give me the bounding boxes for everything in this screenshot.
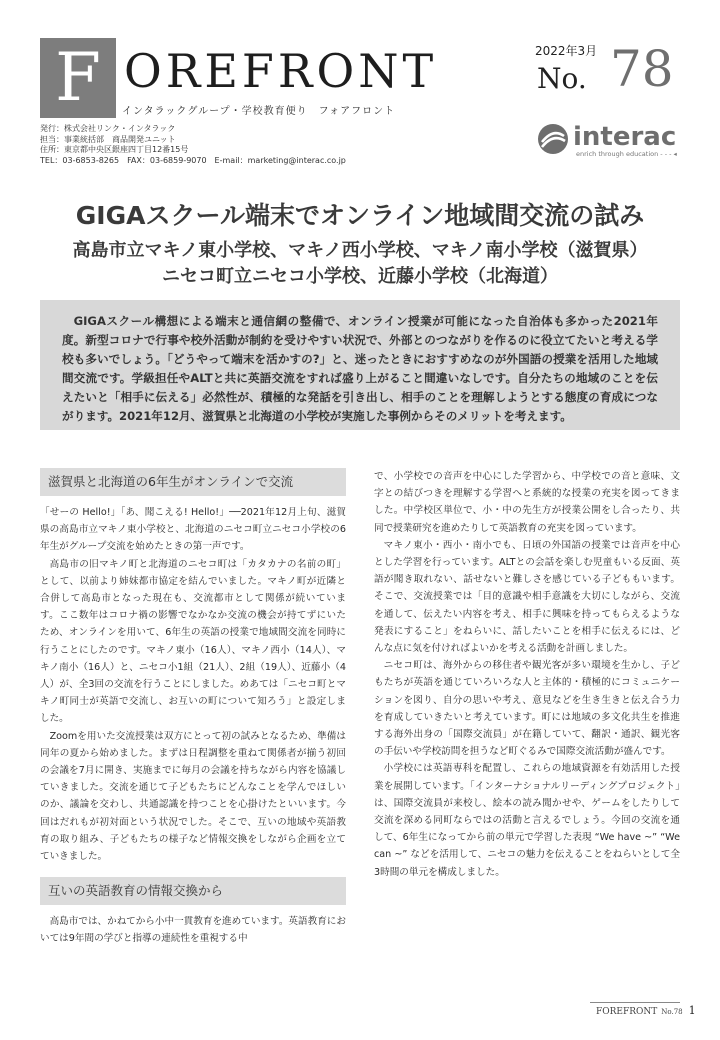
footer-title: FOREFRONT xyxy=(596,1007,658,1017)
masthead-tagline: インタラックグループ・学校教育便り フォアフロント xyxy=(122,106,396,117)
brand-slogan: enrich through education - - - ◂ xyxy=(576,150,677,158)
body-paragraph: 高島市の旧マキノ町と北海道のニセコ町は「カタカナの名前の町」として、以前より姉妹都市協定を結んでいました。マキノ町が近隣と合併して高島市となった現在も、交流都市として関係が続いています。ここ数年はコロナ禍の影響でなかなか交流の機会が持てずにいたため、オンラインを用いて、6年生の英語の授業で地域間交流を同時に行うことにしたのです。マキノ東小（16人）、マキノ西小（14人）、マキノ南小（16人）と、ニセコ小1組（21人）、2組（19人）、近藤小（4人）が、全3回の交流を行うことにしました。めあては「ニセコ町とマキノ町同士が英語で交流し、お互いの町について知ろう」と設定しました。 xyxy=(40,558,346,725)
body-paragraph: 小学校には英語専科を配置し、これらの地域資源を有効活用した授業を展開しています。「インターナショナルリーディングプロジェクト」は、国際交流員が来校し、絵本の読み聞かせや、ゲームをしたりして交流を深める同町ならではの活動と言えるでしょう。今回の交流を通して、6年生になってから前の単元で学習した表現 “We have ~” “We can ~” などを活用して、ニセコの魅力を伝えることをねらいとして全3時間の単元を構成しました。 xyxy=(374,763,680,878)
masthead-title: OREFRONT xyxy=(124,44,438,98)
body-paragraph: 「せーの Hello!」「あ、聞こえる! Hello!」──2021年12月上旬、滋賀県の高島市立マキノ東小学校と、北海道のニセコ町立ニセコ小学校の6年生がグループ交流を始めたときの第一声です。 xyxy=(40,507,346,553)
publisher-line: 担当：事業統括部 商品開発ユニット xyxy=(40,134,176,144)
lead-paragraph: GIGAスクール構想による端末と通信網の整備で、オンライン授業が可能になった自治体も多かった2021年度。新型コロナで行事や校外活動が制約を受けやすい状況で、外部とのつながりを作るのに役立てたいと考える学校も多いでしょう。「どうやって端末を活かすの?」と、迷ったときにおすすめなのが外国語の授業を活用した地域間交流です。学級担任やALTと共に英語交流をすれば盛り上がること間違いなしです。自分たちの地域のことを伝えたいと「相手に伝える」必然性が、積極的な発話を引き出し、相手のことを理解しようとする態度の育成につながります。2021年12月、滋賀県と北海道の小学校が実施した事例からそのメリットを考えます。 xyxy=(62,314,658,423)
body-paragraph: マキノ東小・西小・南小でも、日頃の外国語の授業では音声を中心とした学習を行っています。ALTとの会話を楽しむ児童もいる反面、英語が聞き取れない、話せないと難しさを感じている子どももいます。そこで、交流授業では「目的意識や相手意識を大切にしながら、交流を通して、伝えたい内容を考え、相手に興味を持ってもらえるような発表にすること」をねらいに、話したいことを相手に伝えるには、どんな点に気を付ければよいかを考える活動を計画しました。 xyxy=(374,539,680,655)
publisher-info xyxy=(40,124,346,166)
article-title: GIGAスクール端末でオンライン地域間交流の試み xyxy=(75,201,645,230)
body-paragraph: Zoomを用いた交流授業は双方にとって初の試みとなるため、準備は同年の夏から始めました。まずは日程調整を重ねて関係者が揃う初回の会議を7月に開き、実施までに毎月の会議を持ちながら内容を協議していきました。交流を通じて子どもたちにどんなことを学んでほしいのか、議論を交わし、共通認識を持つことを心掛けたといいます。今回はだれもが初対面という状況でした。そこで、互いの地域や英語教育の取り組み、子どもたちの様子など情報交換をしながら企画を立てていきました。 xyxy=(40,730,346,863)
publisher-contact: TEL：03-6853-8265 FAX：03-6859-9070 E-mail：marketing@interac.co.jp xyxy=(40,155,346,165)
article-subtitle: 高島市立マキノ東小学校、マキノ西小学校、マキノ南小学校（滋賀県） xyxy=(72,240,648,261)
issue-number-label: No. xyxy=(537,62,587,95)
interac-logo xyxy=(536,122,681,160)
body-paragraph: 高島市では、かねてから小中一貫教育を進めています。英語教育においては9年間の学びと指導の連続性を重視する中 xyxy=(40,916,346,945)
issue-number: 78 xyxy=(610,40,674,98)
interac-swirl-icon xyxy=(536,122,570,156)
body-paragraph: で、小学校での音声を中心にした学習から、中学校での音と意味、文字との結びつきを理解する学習へと系統的な授業の充実を図ってきました。中学校区単位で、小・中の先生方が授業公開をし合ったり、共同で授業研究を進めたりして英語教育の充実を図っています。 xyxy=(374,471,680,534)
lead-box xyxy=(40,300,680,430)
brand-name: interac xyxy=(573,122,677,152)
logo-initial-block: F xyxy=(40,38,116,118)
section-heading: 滋賀県と北海道の6年生がオンラインで交流 xyxy=(40,468,346,496)
publisher-line: 住所：東京都中央区銀座四丁目12番15号 xyxy=(40,145,189,154)
left-column xyxy=(40,468,346,948)
section-heading: 互いの英語教育の情報交換から xyxy=(40,877,346,905)
page-footer xyxy=(596,1004,696,1017)
publisher-line: 発行：株式会社リンク・インタラック xyxy=(40,124,176,133)
body-paragraph: ニセコ町は、海外からの移住者や観光客が多い環境を生かし、子どもたちが英語を通じていろいろな人と主体的・積極的にコミュニケーションを図り、自分の思いや考え、意見などを生き生きと伝え合う力を育成していきたいと考えています。町には地域の多文化共生を推進する海外出身の「国際交流員」が在籍していて、翻訳・通訳、観光客の手伝いや学校訪問を担うなど町ぐるみで国際交流活動が盛んです。 xyxy=(374,660,680,758)
article-subtitle: ニセコ町立ニセコ小学校、近藤小学校（北海道） xyxy=(162,266,558,287)
right-column xyxy=(374,468,680,881)
footer-rule xyxy=(590,1002,680,1003)
page-number: 1 xyxy=(688,1004,696,1017)
footer-issue: No.78 xyxy=(661,1008,683,1016)
issue-date: 2022年3月 xyxy=(535,44,598,58)
